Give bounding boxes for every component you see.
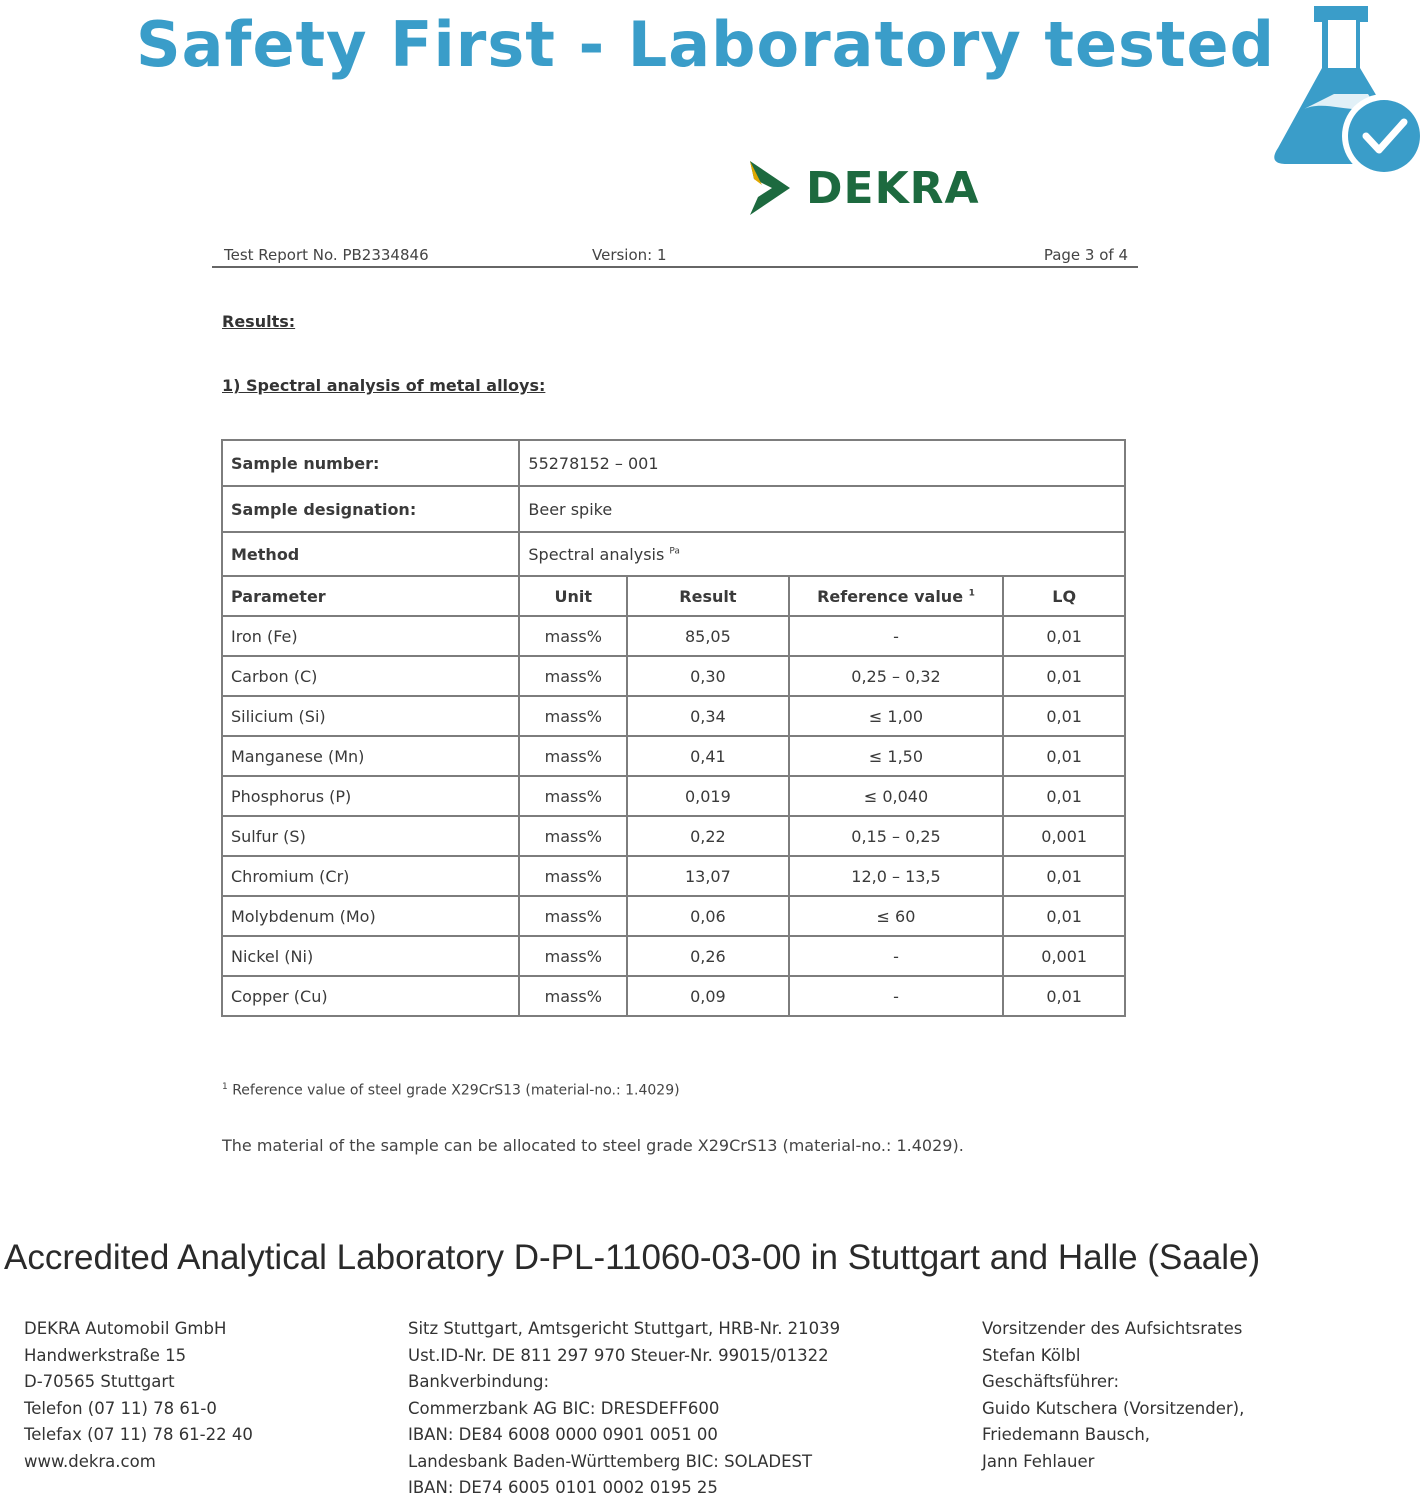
sample-info-row <box>222 440 1125 486</box>
footer-line: Jann Fehlauer <box>982 1451 1095 1471</box>
dekra-logo <box>744 156 980 220</box>
header-reference: Reference value <box>817 586 964 606</box>
footer-line: Guido Kutschera (Vorsitzender), <box>982 1398 1245 1418</box>
method-value-cell <box>519 532 1125 576</box>
row-unit: mass% <box>519 976 627 1016</box>
footer-line: Vorsitzender des Aufsichtsrates <box>982 1319 1243 1338</box>
row-result: 0,22 <box>627 816 788 856</box>
table-row <box>222 736 1125 776</box>
footnote <box>222 1082 680 1099</box>
footer-registration <box>408 1316 840 1502</box>
row-result: 13,07 <box>627 856 788 896</box>
row-reference: - <box>789 976 1004 1016</box>
row-lq: 0,01 <box>1003 776 1125 816</box>
footer-management <box>982 1316 1244 1475</box>
footnote-text: Reference value of steel grade X29CrS13 (material-no.: 1.4029) <box>232 1082 680 1099</box>
footnote-marker: 1 <box>222 1082 228 1092</box>
row-unit: mass% <box>519 696 627 736</box>
sample-designation-label: Sample designation: <box>222 486 519 532</box>
header-reference-cell <box>789 576 1004 616</box>
table-row <box>222 696 1125 736</box>
results-table <box>221 439 1126 1017</box>
row-parameter: Nickel (Ni) <box>222 936 519 976</box>
table-row <box>222 976 1125 1016</box>
row-reference: ≤ 1,00 <box>789 696 1004 736</box>
footer-line: Stefan Kölbl <box>982 1345 1081 1365</box>
footer-line: Geschäftsführer: <box>982 1372 1120 1391</box>
header-unit: Unit <box>519 576 627 616</box>
footer-line: Ust.ID-Nr. DE 811 297 970 Steuer-Nr. 99015/01322 <box>408 1345 829 1365</box>
footer-line: Telefax (07 11) 78 61-22 40 <box>24 1425 253 1444</box>
results-heading: Results: <box>222 312 296 331</box>
row-parameter: Manganese (Mn) <box>222 736 519 776</box>
row-unit: mass% <box>519 856 627 896</box>
footer-line: Handwerkstraße 15 <box>24 1345 187 1365</box>
row-unit: mass% <box>519 656 627 696</box>
table-row <box>222 936 1125 976</box>
conclusion-text: The material of the sample can be allocated to steel grade X29CrS13 (material-no.: 1.4029). <box>222 1136 964 1155</box>
footer-company <box>24 1316 253 1475</box>
footer-line: Sitz Stuttgart, Amtsgericht Stuttgart, HRB-Nr. 21039 <box>408 1319 841 1338</box>
row-lq: 0,01 <box>1003 976 1125 1016</box>
report-number: Test Report No. PB2334846 <box>224 246 429 264</box>
row-unit: mass% <box>519 736 627 776</box>
row-lq: 0,001 <box>1003 816 1125 856</box>
row-parameter: Chromium (Cr) <box>222 856 519 896</box>
row-parameter: Carbon (C) <box>222 656 519 696</box>
row-parameter: Copper (Cu) <box>222 976 519 1016</box>
row-parameter: Iron (Fe) <box>222 616 519 656</box>
report-version: Version: 1 <box>592 246 667 264</box>
sample-info-row <box>222 486 1125 532</box>
row-reference: 12,0 – 13,5 <box>789 856 1004 896</box>
row-result: 0,26 <box>627 936 788 976</box>
report-page: Page 3 of 4 <box>1043 246 1128 264</box>
row-result: 0,019 <box>627 776 788 816</box>
row-unit: mass% <box>519 616 627 656</box>
table-row <box>222 616 1125 656</box>
row-result: 0,06 <box>627 896 788 936</box>
table-row <box>222 896 1125 936</box>
row-reference: - <box>789 936 1004 976</box>
sample-designation-value: Beer spike <box>519 486 1125 532</box>
row-reference: ≤ 60 <box>789 896 1004 936</box>
page-title: Safety First - Laboratory tested <box>136 8 1275 81</box>
table-row <box>222 816 1125 856</box>
sample-number-value: 55278152 – 001 <box>519 440 1125 486</box>
row-reference: ≤ 0,040 <box>789 776 1004 816</box>
row-unit: mass% <box>519 776 627 816</box>
row-lq: 0,01 <box>1003 696 1125 736</box>
sample-number-label: Sample number: <box>222 440 519 486</box>
row-parameter: Phosphorus (P) <box>222 776 519 816</box>
row-result: 0,41 <box>627 736 788 776</box>
dekra-wordmark: DEKRA <box>806 162 980 214</box>
row-unit: mass% <box>519 896 627 936</box>
method-value: Spectral analysis <box>528 544 665 564</box>
header-reference-superscript: 1 <box>968 588 975 599</box>
row-reference: - <box>789 616 1004 656</box>
footer-website: www.dekra.com <box>24 1451 156 1471</box>
row-lq: 0,001 <box>1003 936 1125 976</box>
footer-line: Commerzbank AG BIC: DRESDEFF600 <box>408 1398 720 1418</box>
footer-line: Landesbank Baden-Württemberg BIC: SOLADEST <box>408 1451 813 1471</box>
row-result: 0,09 <box>627 976 788 1016</box>
row-result: 85,05 <box>627 616 788 656</box>
header-result: Result <box>627 576 788 616</box>
footer-line: IBAN: DE74 6005 0101 0002 0195 25 <box>408 1478 718 1497</box>
row-lq: 0,01 <box>1003 856 1125 896</box>
row-result: 0,34 <box>627 696 788 736</box>
header-lq: LQ <box>1003 576 1125 616</box>
report-header <box>212 244 1138 268</box>
table-header-row <box>222 576 1125 616</box>
table-row <box>222 856 1125 896</box>
row-lq: 0,01 <box>1003 896 1125 936</box>
analysis-heading: 1) Spectral analysis of metal alloys: <box>222 376 546 395</box>
row-reference: ≤ 1,50 <box>789 736 1004 776</box>
row-result: 0,30 <box>627 656 788 696</box>
header-parameter: Parameter <box>222 576 519 616</box>
accreditation-line: Accredited Analytical Laboratory D-PL-11060-03-00 in Stuttgart and Halle (Saale) <box>4 1238 1261 1277</box>
footer-line: Telefon (07 11) 78 61-0 <box>24 1398 217 1418</box>
row-lq: 0,01 <box>1003 736 1125 776</box>
row-unit: mass% <box>519 816 627 856</box>
method-superscript: Pa <box>669 546 680 557</box>
dekra-logo-mark-icon <box>744 157 796 219</box>
row-reference: 0,25 – 0,32 <box>789 656 1004 696</box>
row-parameter: Sulfur (S) <box>222 816 519 856</box>
row-parameter: Silicium (Si) <box>222 696 519 736</box>
row-unit: mass% <box>519 936 627 976</box>
table-row <box>222 656 1125 696</box>
method-label: Method <box>222 532 519 576</box>
footer-line: DEKRA Automobil GmbH <box>24 1319 227 1338</box>
row-reference: 0,15 – 0,25 <box>789 816 1004 856</box>
footer-line: Friedemann Bausch, <box>982 1425 1151 1444</box>
row-lq: 0,01 <box>1003 616 1125 656</box>
row-lq: 0,01 <box>1003 656 1125 696</box>
footer-line: Bankverbindung: <box>408 1372 550 1391</box>
footer-line: IBAN: DE84 6008 0000 0901 0051 00 <box>408 1425 718 1444</box>
sample-info-row <box>222 532 1125 576</box>
footer-line: D-70565 Stuttgart <box>24 1372 175 1391</box>
flask-check-icon <box>1272 2 1428 182</box>
row-parameter: Molybdenum (Mo) <box>222 896 519 936</box>
table-row <box>222 776 1125 816</box>
